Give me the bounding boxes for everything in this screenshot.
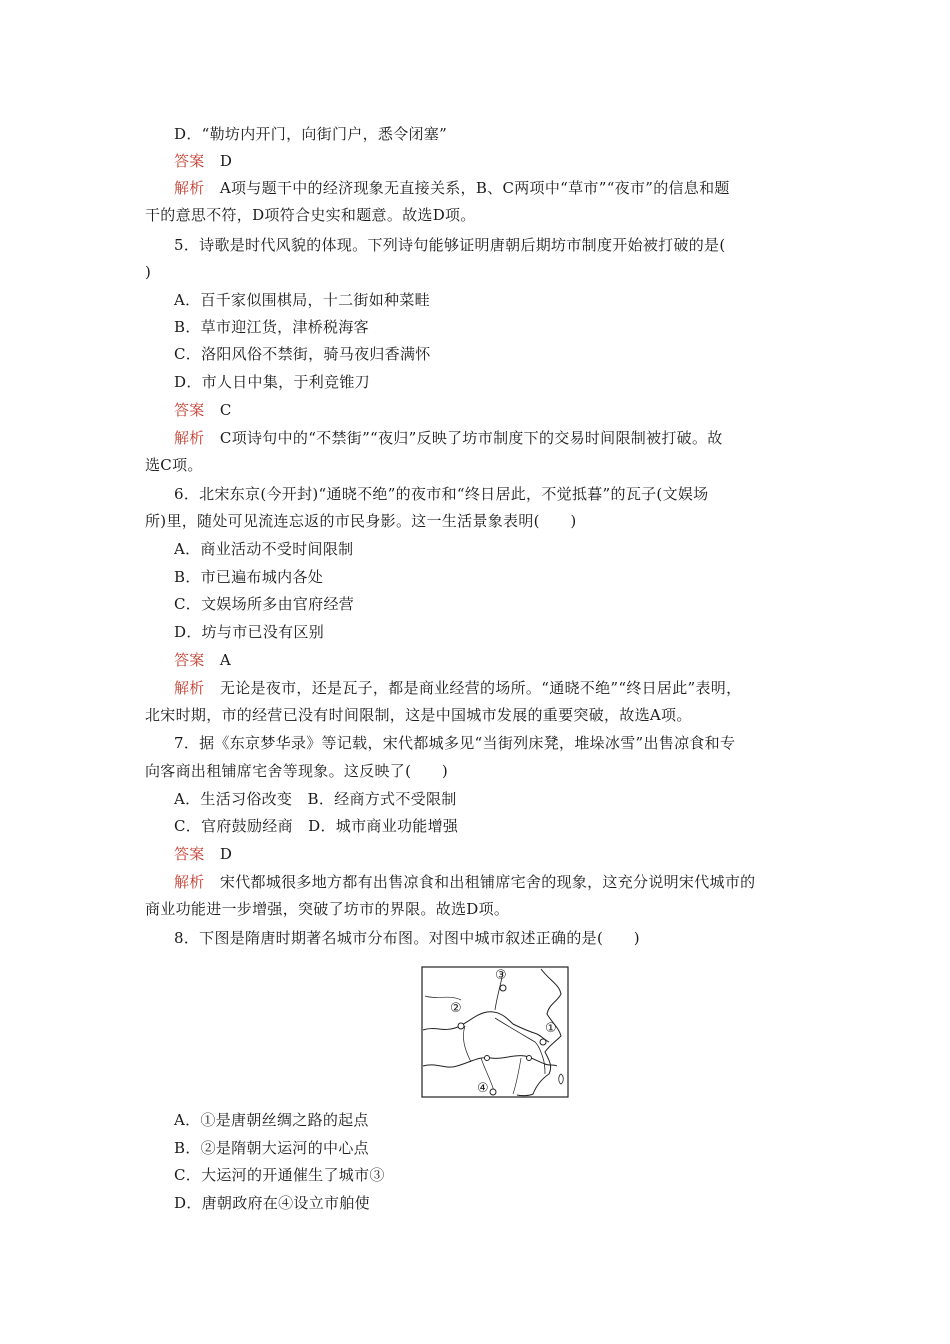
q7-options-ab: A．生活习俗改变 B．经商方式不受限制 — [174, 790, 457, 808]
analysis-label: 解析 — [174, 429, 205, 447]
q7-options-cd: C．官府鼓励经商 D．城市商业功能增强 — [174, 817, 459, 835]
q6-answer-row — [174, 650, 231, 670]
q6-analysis-line-2: 北宋时期，市的经营已没有时间限制，这是中国城市发展的重要突破，故选A项。 — [145, 706, 692, 724]
q5-option-d: D．市人日中集，于利竞锥刀 — [174, 373, 370, 391]
analysis-label: 解析 — [174, 873, 205, 891]
analysis-text: A项与题干中的经济现象无直接关系，B、C两项中“草市”“夜市”的信息和题 — [219, 179, 730, 197]
q7-stem-line-1: 7．据《东京梦华录》等记载，宋代都城多见“当街列床凳，堆垛冰雪”出售凉食和专 — [174, 734, 736, 752]
q5-stem-line-2: ) — [145, 263, 152, 281]
q8-option-c: C．大运河的开通催生了城市③ — [174, 1166, 385, 1184]
q5-analysis-line-2: 选C项。 — [145, 456, 203, 474]
answer-value: D — [219, 845, 233, 863]
sui-tang-city-map — [421, 966, 569, 1098]
q5-answer-row — [174, 400, 232, 420]
q8-stem: 8．下图是隋唐时期著名城市分布图。对图中城市叙述正确的是( ) — [174, 929, 640, 947]
analysis-label: 解析 — [174, 179, 205, 197]
analysis-text: C项诗句中的“不禁街”“夜归”反映了坊市制度下的交易时间限制被打破。故 — [219, 429, 723, 447]
q4-analysis-line-2: 干的意思不符，D项符合史实和题意。故选D项。 — [145, 206, 476, 224]
city-dot — [485, 1056, 490, 1061]
city-dot-2 — [458, 1023, 464, 1029]
q6-option-a: A．商业活动不受时间限制 — [174, 540, 354, 558]
answer-label: 答案 — [174, 651, 205, 669]
analysis-text: 宋代都城很多地方都有出售凉食和出租铺席宅舍的现象，这充分说明宋代城市的 — [219, 873, 756, 891]
q6-stem-line-2: 所)里，随处可见流连忘返的市民身影。这一生活景象表明( ) — [145, 512, 577, 530]
map-marker-3: ③ — [495, 968, 507, 983]
answer-label: 答案 — [174, 845, 205, 863]
q6-option-d: D．坊与市已没有区别 — [174, 623, 325, 641]
q7-stem-line-2: 向客商出租铺席宅舍等现象。这反映了( ) — [145, 762, 449, 780]
q7-analysis-line-2: 商业功能进一步增强，突破了坊市的界限。故选D项。 — [145, 900, 510, 918]
q7-answer-row — [174, 844, 232, 864]
city-dot-1 — [540, 1039, 546, 1045]
q4-answer-row — [174, 151, 232, 171]
answer-value: C — [219, 401, 232, 419]
q4-analysis-line-1 — [174, 178, 730, 198]
map-marker-2: ② — [450, 1001, 462, 1016]
q6-option-c: C．文娱场所多由官府经营 — [174, 595, 355, 613]
q6-stem-line-1: 6．北宋东京(今开封)“通晓不绝”的夜市和“终日居此，不觉抵暮”的瓦子(文娱场 — [174, 485, 709, 503]
city-dot-4 — [490, 1089, 496, 1095]
q6-option-b: B．市已遍布城内各处 — [174, 568, 324, 586]
q5-stem-line-1: 5．诗歌是时代风貌的体现。下列诗句能够证明唐朝后期坊市制度开始被打破的是( — [174, 236, 726, 254]
city-dot — [527, 1056, 532, 1061]
q8-option-d: D．唐朝政府在④设立市舶使 — [174, 1194, 370, 1212]
answer-value: A — [219, 651, 232, 669]
q6-analysis-line-1 — [174, 678, 741, 698]
q7-analysis-line-1 — [174, 872, 755, 892]
analysis-label: 解析 — [174, 679, 205, 697]
answer-label: 答案 — [174, 152, 205, 170]
q8-option-a: A．①是唐朝丝绸之路的起点 — [174, 1111, 369, 1129]
map-marker-4: ④ — [477, 1081, 489, 1096]
city-dot-3 — [500, 985, 506, 991]
q5-analysis-line-1 — [174, 428, 723, 448]
q8-option-b: B．②是隋朝大运河的中心点 — [174, 1139, 369, 1157]
map-marker-1: ① — [545, 1021, 557, 1036]
q5-option-a: A．百千家似围棋局，十二街如种菜畦 — [174, 291, 430, 309]
answer-value: D — [219, 152, 233, 170]
analysis-text: 无论是夜市，还是瓦子，都是商业经营的场所。“通晓不绝”“终日居此”表明， — [219, 679, 742, 697]
q4-option-d: D．“勒坊内开门，向街门户，悉令闭塞” — [174, 125, 448, 143]
q5-option-c: C．洛阳风俗不禁街，骑马夜归香满怀 — [174, 345, 431, 363]
answer-label: 答案 — [174, 401, 205, 419]
q5-option-b: B．草市迎江货，津桥税海客 — [174, 318, 369, 336]
